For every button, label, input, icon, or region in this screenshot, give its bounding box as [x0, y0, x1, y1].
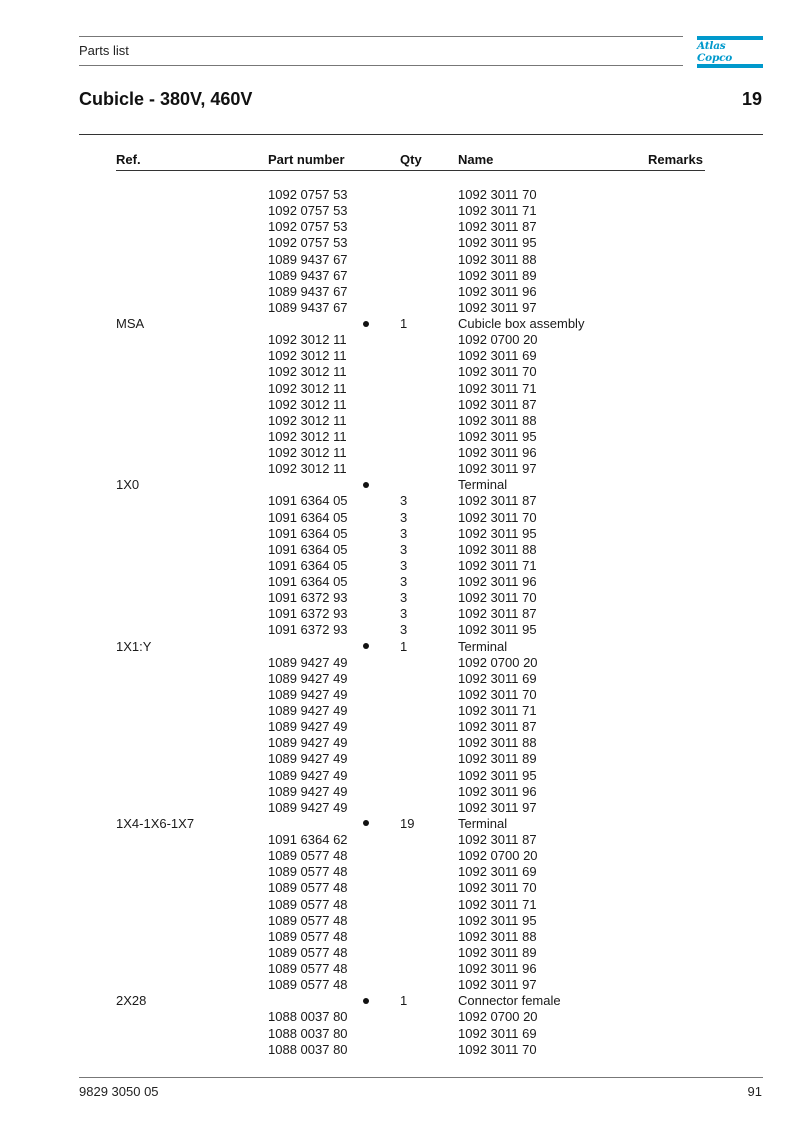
cell-name: 1092 3011 96	[458, 283, 537, 299]
cell-part-number: 1089 9427 49	[268, 686, 348, 702]
cell-name: 1092 3011 88	[458, 412, 537, 428]
cell-name: 1092 3011 96	[458, 574, 537, 589]
cell-part-number: 1092 0757 53	[268, 235, 348, 251]
cell-name: 1092 0700 20	[458, 848, 538, 864]
cell-part-number: 1092 3012 11	[268, 412, 347, 428]
cell-name: 1092 3011 70	[458, 509, 537, 525]
page-title: Cubicle - 380V, 460V	[79, 89, 253, 109]
cell-ref: 1X4-1X6-1X7	[116, 815, 195, 831]
cell-part-number: 1091 6372 93	[268, 622, 348, 638]
cell-name: Terminal	[458, 477, 508, 493]
table-row	[0, 864, 800, 880]
cell-name: 1092 3011 95	[458, 622, 537, 638]
cell-part-number: 1088 0037 80	[268, 1025, 348, 1041]
cell-name: 1092 3011 87	[458, 493, 537, 509]
cell-name: 1092 3011 95	[458, 912, 537, 928]
cell-qty: 3	[400, 525, 408, 541]
cell-part-number: 1091 6364 05	[268, 509, 348, 525]
cell-part-number: 1089 0577 48	[268, 961, 348, 976]
header-underline	[116, 170, 705, 171]
table-row	[0, 235, 800, 251]
table-row	[0, 913, 800, 929]
cell-part-number: 1092 0757 53	[268, 187, 348, 202]
cell-name: 1092 3011 95	[458, 235, 537, 251]
cell-part-number: 1089 9437 67	[268, 283, 348, 299]
cell-name: 1092 3011 87	[458, 832, 537, 847]
cell-name: 1092 3011 71	[458, 896, 537, 912]
cell-qty: 1	[400, 638, 408, 654]
cell-name: 1092 3011 70	[458, 1041, 537, 1057]
cell-name: 1092 3011 70	[458, 880, 537, 896]
cell-name: 1092 3011 70	[458, 590, 537, 606]
table-row	[0, 381, 800, 397]
cell-name: Cubicle box assembly	[458, 316, 585, 331]
bullet-icon	[363, 477, 369, 493]
table-row	[0, 687, 800, 703]
table-row	[0, 816, 800, 832]
cell-name: 1092 3011 87	[458, 219, 537, 235]
table-row	[0, 397, 800, 413]
table-row	[0, 526, 800, 542]
cell-part-number: 1088 0037 80	[268, 1009, 348, 1025]
table-row	[0, 542, 800, 558]
cell-part-number: 1092 3012 11	[268, 428, 347, 444]
cell-part-number: 1092 3012 11	[268, 348, 347, 364]
cell-name: 1092 3011 69	[458, 1025, 537, 1041]
table-row	[0, 348, 800, 364]
column-header-part-number: Part number	[268, 152, 345, 167]
cell-name: 1092 3011 70	[458, 187, 537, 202]
table-row	[0, 364, 800, 380]
cell-name: 1092 3011 89	[458, 267, 537, 283]
table-row	[0, 316, 800, 332]
table-row	[0, 558, 800, 574]
title-rule	[79, 134, 763, 135]
brand-logo	[697, 36, 763, 68]
table-row	[0, 639, 800, 655]
cell-ref: 1X1:Y	[116, 638, 152, 654]
bullet-icon	[363, 816, 369, 832]
cell-qty: 1	[400, 993, 408, 1009]
table-row	[0, 945, 800, 961]
table-row	[0, 961, 800, 977]
bullet-dot-icon	[363, 321, 369, 327]
cell-part-number: 1092 3012 11	[268, 380, 347, 396]
table-row	[0, 719, 800, 735]
cell-part-number: 1091 6364 05	[268, 574, 348, 589]
cell-part-number: 1089 0577 48	[268, 864, 348, 880]
cell-name: 1092 3011 96	[458, 445, 537, 460]
bullet-dot-icon	[363, 998, 369, 1004]
cell-part-number: 1089 0577 48	[268, 928, 348, 944]
cell-name: 1092 3011 96	[458, 961, 537, 976]
cell-name: 1092 3011 97	[458, 799, 537, 815]
cell-qty: 1	[400, 316, 408, 331]
cell-name: 1092 3011 88	[458, 735, 537, 751]
cell-name: Terminal	[458, 815, 508, 831]
cell-qty: 3	[400, 574, 408, 589]
section-number: 19	[741, 89, 762, 109]
cell-part-number: 1089 0577 48	[268, 912, 348, 928]
cell-name: 1092 3011 95	[458, 767, 537, 783]
cell-qty: 3	[400, 493, 408, 509]
table-row	[0, 510, 800, 526]
table-row	[0, 655, 800, 671]
footer-document-number: 9829 3050 05	[79, 1084, 159, 1099]
cell-part-number: 1091 6364 62	[268, 832, 348, 847]
column-header-name: Name	[458, 152, 494, 167]
table-row	[0, 1009, 800, 1025]
table-row	[0, 429, 800, 445]
header-top-rule	[79, 36, 683, 37]
table-row	[0, 590, 800, 606]
table-row	[0, 1026, 800, 1042]
cell-name: 1092 3011 71	[458, 557, 537, 573]
column-header-remarks: Remarks	[648, 152, 703, 167]
cell-part-number: 1092 3012 11	[268, 445, 347, 460]
table-row	[0, 622, 800, 638]
cell-name: 1092 3011 71	[458, 703, 537, 718]
cell-part-number: 1089 0577 48	[268, 944, 348, 960]
cell-name: 1092 3011 89	[458, 944, 537, 960]
cell-part-number: 1089 0577 48	[268, 977, 348, 993]
cell-part-number: 1091 6364 05	[268, 493, 348, 509]
table-row	[0, 300, 800, 316]
table-row	[0, 768, 800, 784]
cell-part-number: 1089 9437 67	[268, 299, 348, 315]
cell-part-number: 1089 0577 48	[268, 896, 348, 912]
table-row	[0, 1042, 800, 1058]
cell-part-number: 1089 9427 49	[268, 751, 348, 767]
table-row	[0, 493, 800, 509]
cell-part-number: 1089 9427 49	[268, 767, 348, 783]
cell-qty: 3	[400, 590, 408, 606]
cell-name: 1092 3011 97	[458, 461, 537, 477]
cell-name: 1092 3011 87	[458, 606, 537, 622]
column-header-qty: Qty	[400, 152, 422, 167]
cell-ref: 1X0	[116, 477, 140, 493]
cell-part-number: 1092 3012 11	[268, 364, 347, 380]
cell-qty: 3	[400, 541, 408, 557]
bullet-icon	[363, 316, 369, 332]
cell-ref: MSA	[116, 316, 145, 331]
column-header-ref: Ref.	[116, 152, 141, 167]
cell-name: 1092 3011 69	[458, 348, 537, 364]
cell-part-number: 1089 9427 49	[268, 703, 348, 718]
table-row	[0, 800, 800, 816]
cell-part-number: 1088 0037 80	[268, 1041, 348, 1057]
table-body	[0, 187, 800, 1058]
cell-name: 1092 3011 71	[458, 380, 537, 396]
table-row	[0, 219, 800, 235]
table-row	[0, 848, 800, 864]
table-row	[0, 606, 800, 622]
table-row	[0, 252, 800, 268]
cell-name: 1092 3011 69	[458, 670, 537, 686]
cell-part-number: 1092 0757 53	[268, 219, 348, 235]
cell-part-number: 1092 0757 53	[268, 203, 348, 219]
cell-name: 1092 3011 97	[458, 977, 537, 993]
cell-part-number: 1091 6372 93	[268, 590, 348, 606]
cell-name: 1092 3011 69	[458, 864, 537, 880]
cell-name: 1092 0700 20	[458, 654, 538, 670]
table-row	[0, 574, 800, 590]
cell-part-number: 1092 3012 11	[268, 332, 347, 348]
cell-part-number: 1089 9427 49	[268, 799, 348, 815]
cell-name: Terminal	[458, 638, 508, 654]
bullet-dot-icon	[363, 482, 369, 488]
bullet-icon	[363, 993, 369, 1009]
cell-qty: 3	[400, 606, 408, 622]
cell-part-number: 1092 3012 11	[268, 396, 347, 412]
table-row	[0, 203, 800, 219]
cell-name: 1092 0700 20	[458, 1009, 538, 1025]
cell-name: Connector female	[458, 993, 561, 1009]
table-row	[0, 268, 800, 284]
logo-band-bottom	[697, 64, 763, 68]
logo-wordmark: Atlas Copco	[697, 40, 733, 64]
table-row	[0, 897, 800, 913]
cell-ref: 2X28	[116, 993, 147, 1009]
cell-part-number: 1089 9427 49	[268, 783, 348, 799]
table-row	[0, 461, 800, 477]
table-row	[0, 413, 800, 429]
table-row	[0, 832, 800, 848]
cell-part-number: 1089 9427 49	[268, 719, 348, 735]
cell-part-number: 1089 9427 49	[268, 654, 348, 670]
cell-part-number: 1089 0577 48	[268, 848, 348, 864]
cell-part-number: 1091 6364 05	[268, 557, 348, 573]
bullet-icon	[363, 639, 369, 655]
cell-name: 1092 3011 70	[458, 686, 537, 702]
header-label: Parts list	[79, 43, 129, 58]
cell-part-number: 1092 3012 11	[268, 461, 347, 477]
cell-name: 1092 3011 88	[458, 541, 537, 557]
table-row	[0, 977, 800, 993]
table-row	[0, 187, 800, 203]
table-row	[0, 929, 800, 945]
table-row	[0, 784, 800, 800]
cell-part-number: 1091 6364 05	[268, 525, 348, 541]
table-row	[0, 332, 800, 348]
cell-part-number: 1091 6364 05	[268, 541, 348, 557]
table-row	[0, 671, 800, 687]
table-row	[0, 703, 800, 719]
table-row	[0, 993, 800, 1009]
cell-part-number: 1089 0577 48	[268, 880, 348, 896]
cell-name: 1092 3011 70	[458, 364, 537, 380]
cell-name: 1092 3011 89	[458, 751, 537, 767]
cell-name: 1092 3011 71	[458, 203, 537, 219]
cell-name: 1092 3011 88	[458, 251, 537, 267]
cell-qty: 3	[400, 622, 408, 638]
cell-name: 1092 3011 88	[458, 928, 537, 944]
cell-name: 1092 3011 95	[458, 428, 537, 444]
table-row	[0, 880, 800, 896]
bullet-dot-icon	[363, 643, 369, 649]
cell-part-number: 1089 9427 49	[268, 735, 348, 751]
bullet-dot-icon	[363, 820, 369, 826]
cell-part-number: 1089 9437 67	[268, 267, 348, 283]
footer-page-number: 91	[747, 1084, 762, 1099]
cell-name: 1092 3011 95	[458, 525, 537, 541]
table-row	[0, 284, 800, 300]
cell-qty: 3	[400, 557, 408, 573]
cell-part-number: 1091 6372 93	[268, 606, 348, 622]
cell-name: 1092 3011 97	[458, 299, 537, 315]
cell-part-number: 1089 9437 67	[268, 251, 348, 267]
cell-name: 1092 3011 87	[458, 719, 537, 735]
parts-table	[0, 152, 800, 1057]
table-row	[0, 735, 800, 751]
footer-rule	[79, 1077, 763, 1078]
cell-qty: 19	[400, 815, 415, 831]
table-row	[0, 477, 800, 493]
cell-part-number: 1089 9427 49	[268, 670, 348, 686]
table-row	[0, 445, 800, 461]
table-header	[0, 152, 800, 170]
cell-name: 1092 3011 96	[458, 783, 537, 799]
cell-qty: 3	[400, 509, 408, 525]
header-bottom-rule	[79, 65, 683, 66]
cell-name: 1092 3011 87	[458, 396, 537, 412]
table-row	[0, 751, 800, 767]
cell-name: 1092 0700 20	[458, 332, 538, 348]
